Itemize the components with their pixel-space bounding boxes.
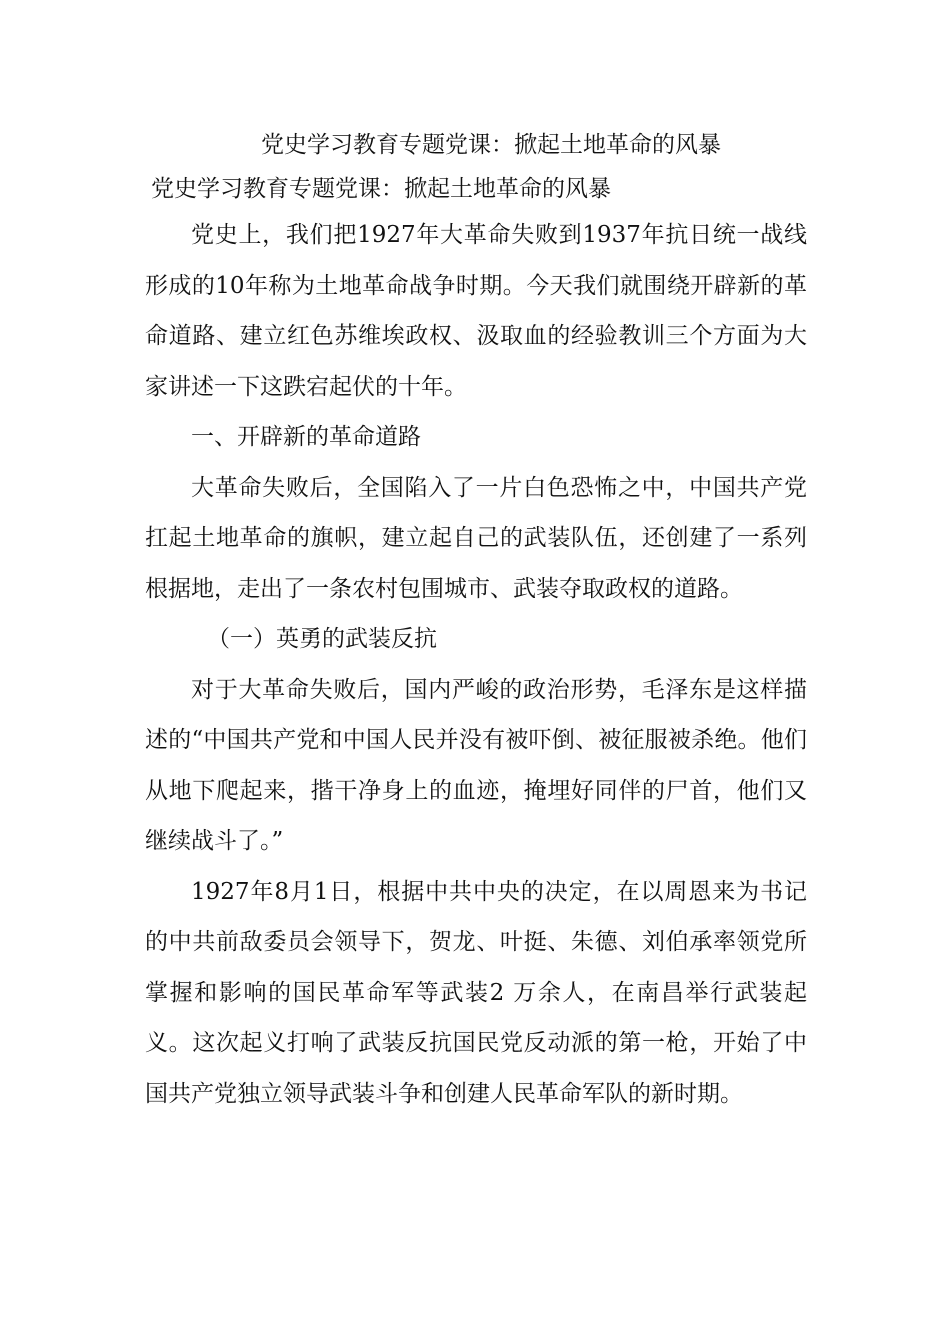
document-page [145,130,807,1119]
body-paragraph: 对于大革命失败后，国内严峻的政治形势，毛泽东是这样描述的“中国共产党和中国人民并没有被吓倒、被征服被杀绝。他们从地下爬起来，揩干净身上的血迹，掩埋好同伴的尸首，他们又继续战斗了。” [145,676,807,854]
body-paragraph: 1927年8月1日，根据中共中央的决定，在以周恩来为书记的中共前敌委员会领导下，贺龙、叶挺、朱德、刘伯承率领党所掌握和影响的国民革命军等武装2 万余人，在南昌举行武装起义。这次起义打响了武装反抗国民党反动派的第一枪，开始了中国共产党独立领导武装斗争和创建人民革命军队的新时期。 [145,878,807,1107]
section-heading-1: 一、开辟新的革命道路 [191,424,421,450]
document-title: 党史学习教育专题党课：掀起土地革命的风暴 [261,132,721,158]
body-paragraph: 大革命失败后，全国陷入了一片白色恐怖之中，中国共产党扛起土地革命的旗帜，建立起自己的武装队伍，还创建了一系列根据地，走出了一条农村包围城市、武装夺取政权的道路。 [145,474,807,602]
intro-paragraph: 党史上，我们把1927年大革命失败到1937年抗日统一战线形成的10年称为土地革命战争时期。今天我们就围绕开辟新的革命道路、建立红色苏维埃政权、汲取血的经验教训三个方面为大家讲述一下这跌宕起伏的十年。 [145,222,807,400]
document-subtitle: 党史学习教育专题党课：掀起土地革命的风暴 [151,176,611,202]
subsection-heading-1: （一）英勇的武装反抗 [207,626,437,652]
